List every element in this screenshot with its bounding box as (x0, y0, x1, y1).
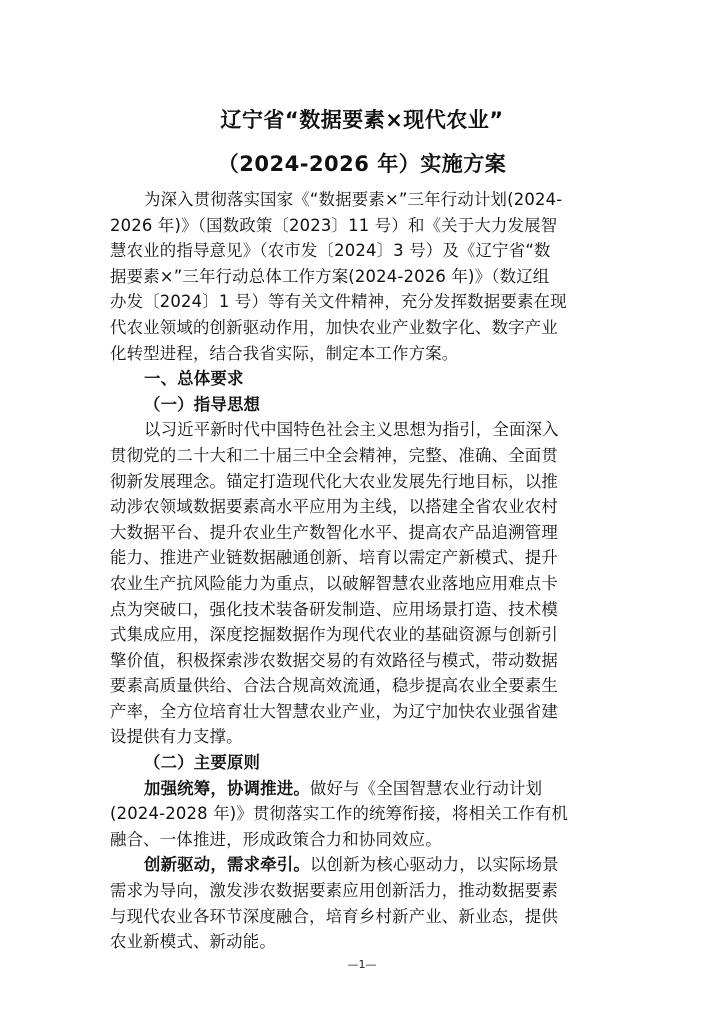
text-line (110, 545, 615, 571)
text-segment: 办发〔2024〕1 号）等有关文件精神，充分发挥数据要素在现 (110, 292, 567, 312)
text-segment: 2026 年)》（国数政策〔2023〕11 号）和《关于大力发展智 (110, 215, 558, 235)
text-line (110, 187, 615, 213)
text-line (110, 341, 615, 367)
bold-text: 创新驱动，需求牵引。 (144, 855, 310, 875)
text-segment: 代农业领域的创新驱动作用，加快农业产业数字化、数字产业 (110, 317, 558, 337)
text-line (110, 571, 615, 597)
text-line (110, 392, 615, 418)
text-line (110, 494, 615, 520)
bold-text: （一）指导思想 (144, 394, 261, 414)
text-segment: 动涉农领域数据要素高水平应用为主线，以搭建全省农业农村 (110, 497, 558, 517)
text-line (110, 443, 615, 469)
text-segment: 据要素×”三年行动总体工作方案(2024-2026 年)》（数辽组 (110, 266, 550, 286)
text-line (110, 520, 615, 546)
text-line (110, 673, 615, 699)
text-line (110, 597, 615, 623)
text-line (110, 750, 615, 776)
text-segment: 做好与《全国智慧农业行动计划 (309, 778, 543, 798)
text-segment: 贯彻党的二十大和二十届三中全会精神，完整、准确、全面贯 (110, 445, 558, 465)
document-title-line-1: 辽宁省“数据要素×现代农业” (220, 108, 504, 132)
text-segment: 以创新为核心驱动力，以实际场景 (309, 855, 559, 875)
text-segment: 融合、一体推进，形成政策合力和协同效应。 (110, 829, 442, 849)
document-title-line-2: （2024-2026 年）实施方案 (217, 152, 507, 176)
text-line (110, 878, 615, 904)
text-line (110, 366, 615, 392)
bold-text: 一、总体要求 (144, 369, 244, 389)
text-line (110, 622, 615, 648)
text-line (110, 904, 615, 930)
text-segment: 与现代农业各环节深度融合，培育乡村新产业、新业态，提供 (110, 906, 558, 926)
text-segment: 设提供有力支撑。 (110, 727, 243, 747)
text-line (110, 417, 615, 443)
text-line (110, 289, 615, 315)
page-number: —1— (347, 958, 377, 971)
bold-text: （二）主要原则 (144, 753, 261, 773)
text-line (110, 648, 615, 674)
text-segment: 以习近平新时代中国特色社会主义思想为指引，全面深入 (144, 420, 559, 440)
text-segment: 擎价值，积极探索涉农数据交易的有效路径与模式，带动数据 (110, 650, 558, 670)
text-segment: 点为突破口，强化技术装备研发制造、应用场景打造、技术模 (110, 599, 558, 619)
text-segment: 式集成应用，深度挖掘数据作为现代农业的基础资源与创新引 (110, 625, 558, 645)
text-segment: 能力、推进产业链数据融通创新、培育以需定产新模式、提升 (110, 548, 558, 568)
text-line (110, 699, 615, 725)
document-body (110, 187, 615, 955)
text-line (110, 929, 615, 955)
text-line (110, 724, 615, 750)
text-segment: 为深入贯彻落实国家《“数据要素×”三年行动计划(2024- (144, 190, 563, 209)
text-line (110, 264, 615, 290)
text-line (110, 827, 615, 853)
text-line (110, 315, 615, 341)
text-segment: 彻新发展理念。锚定打造现代化大农业发展先行地目标，以推 (110, 471, 558, 491)
text-segment: 农业生产抗风险能力为重点，以破解智慧农业落地应用难点卡 (110, 573, 558, 593)
text-segment: 慧农业的指导意见》（农市发〔2024〕3 号）及《辽宁省“数 (110, 241, 551, 261)
bold-text: 加强统筹，协调推进。 (144, 778, 310, 798)
text-segment: (2024-2028 年)》贯彻落实工作的统筹衔接，将相关工作有机 (110, 804, 569, 824)
text-segment: 要素高质量供给、合法合规高效流通，稳步提高农业全要素生 (110, 676, 558, 696)
text-segment: 农业新模式、新动能。 (110, 932, 276, 952)
text-segment: 大数据平台、提升农业生产数智化水平、提高农产品追溯管理 (110, 522, 558, 542)
text-segment: 化转型进程，结合我省实际，制定本工作方案。 (110, 343, 459, 363)
text-segment: 需求为导向，激发涉农数据要素应用创新活力，推动数据要素 (110, 881, 558, 901)
text-line (110, 852, 615, 878)
text-line (110, 213, 615, 239)
text-line (110, 801, 615, 827)
text-segment: 产率，全方位培育壮大智慧农业产业，为辽宁加快农业强省建 (110, 701, 558, 721)
text-line (110, 238, 615, 264)
text-line (110, 469, 615, 495)
text-line (110, 776, 615, 802)
